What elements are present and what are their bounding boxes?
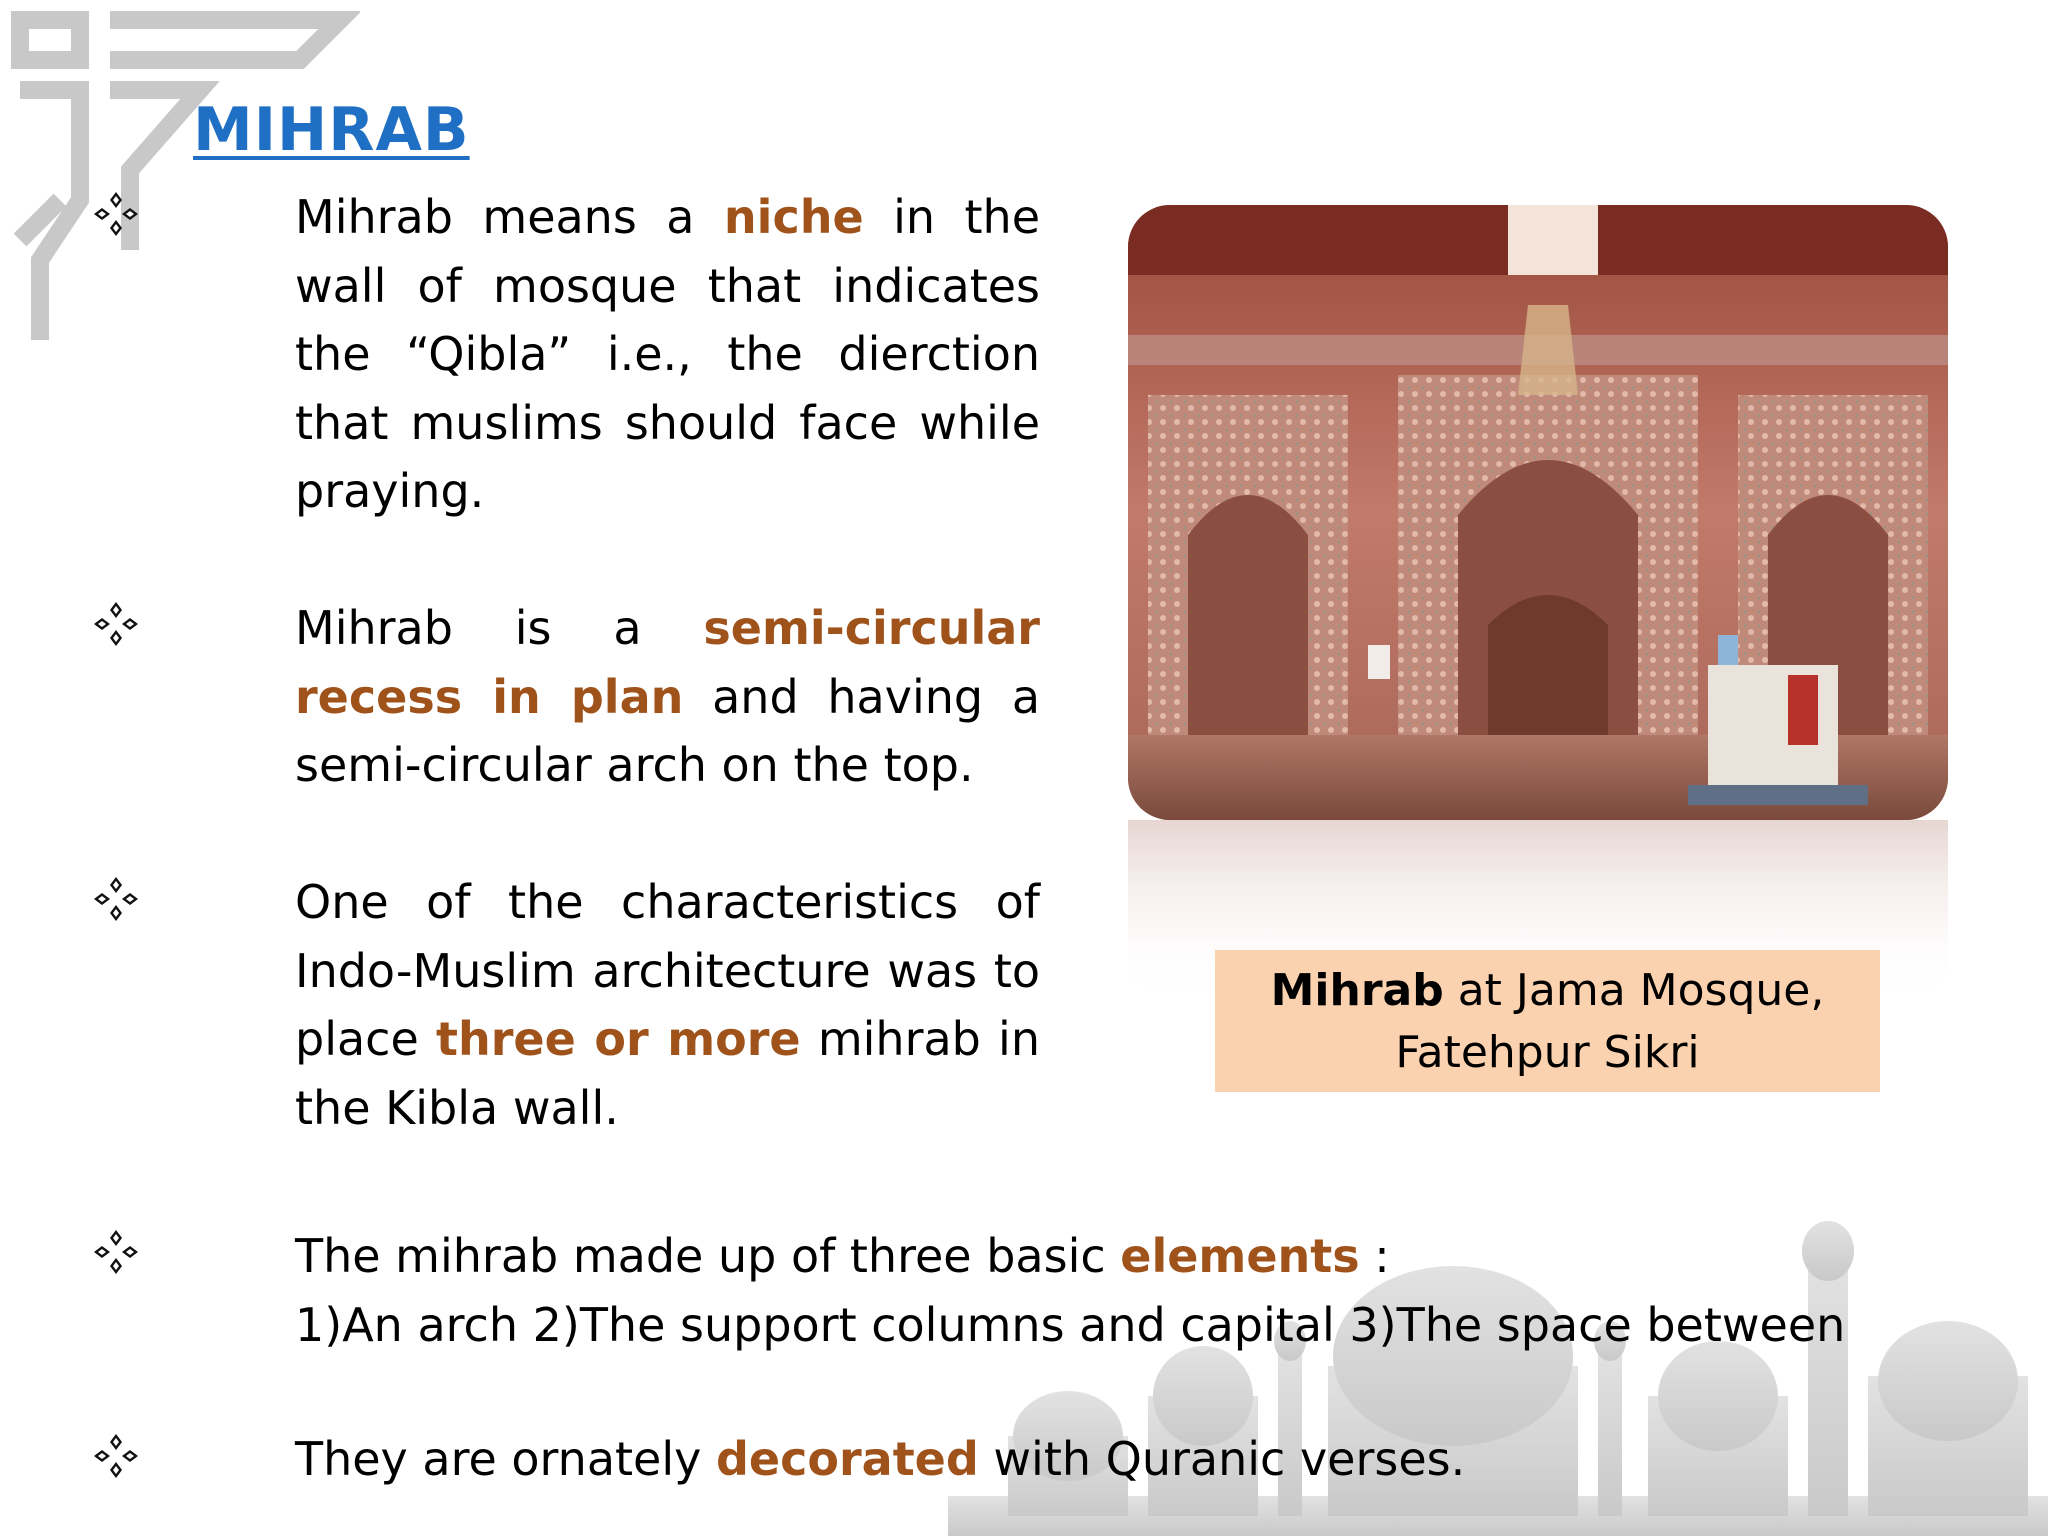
bullet-2-highlight: semi-circular recess in plan	[295, 601, 1040, 724]
caption-rest: at Jama Mosque,	[1443, 965, 1825, 1016]
bullet-text-4	[295, 1222, 1895, 1359]
bullet-2-part-1: Mihrab is a	[295, 601, 704, 655]
diamond-bullet-icon	[92, 190, 140, 238]
bullet-1-highlight: niche	[723, 190, 864, 244]
slide-title: MIHRAB	[193, 95, 470, 165]
diamond-bullet-icon	[92, 875, 140, 923]
bullet-4-part-1: The mihrab made up of three basic	[295, 1229, 1121, 1283]
bullet-5-part-3: with Quranic verses.	[978, 1432, 1466, 1486]
bullet-5-part-1: They are ornately	[295, 1432, 716, 1486]
bullet-text-2	[295, 594, 1040, 800]
bullet-1-part-1: Mihrab means a	[295, 190, 724, 244]
bullet-text-1	[295, 183, 1040, 526]
bullet-5-highlight: decorated	[715, 1432, 979, 1486]
mihrab-photo	[1128, 205, 1948, 820]
bullet-3-highlight: three or more	[435, 1012, 801, 1066]
bullet-2-part-3: and having a semi-circular arch on the top.	[295, 669, 1041, 792]
diamond-bullet-icon	[92, 600, 140, 648]
diamond-bullet-icon	[92, 1228, 140, 1276]
bullet-3-part-1: One of the characteristics of Indo-Muslim architecture was to place	[295, 875, 1040, 1066]
bullet-4-elements-list: 1)An arch 2)The support columns and capital 3)The space between	[295, 1297, 1846, 1352]
bullet-3-part-3: mihrab in the Kibla wall.	[295, 1012, 1040, 1135]
bullet-1-part-3: in the wall of mosque that indicates the “Qibla” i.e., the dierction that muslims should face while praying.	[295, 190, 1041, 518]
bullet-text-5	[295, 1425, 1895, 1494]
diamond-bullet-icon	[92, 1432, 140, 1480]
bullet-4-part-3: :	[1359, 1229, 1390, 1283]
photo-caption	[1215, 950, 1880, 1092]
mihrab-illustration	[1128, 205, 1948, 820]
bullet-text-3	[295, 868, 1040, 1142]
bullet-4-highlight: elements	[1120, 1229, 1360, 1283]
caption-bold: Mihrab	[1270, 965, 1444, 1016]
caption-line2: Fatehpur Sikri	[1395, 1027, 1700, 1078]
